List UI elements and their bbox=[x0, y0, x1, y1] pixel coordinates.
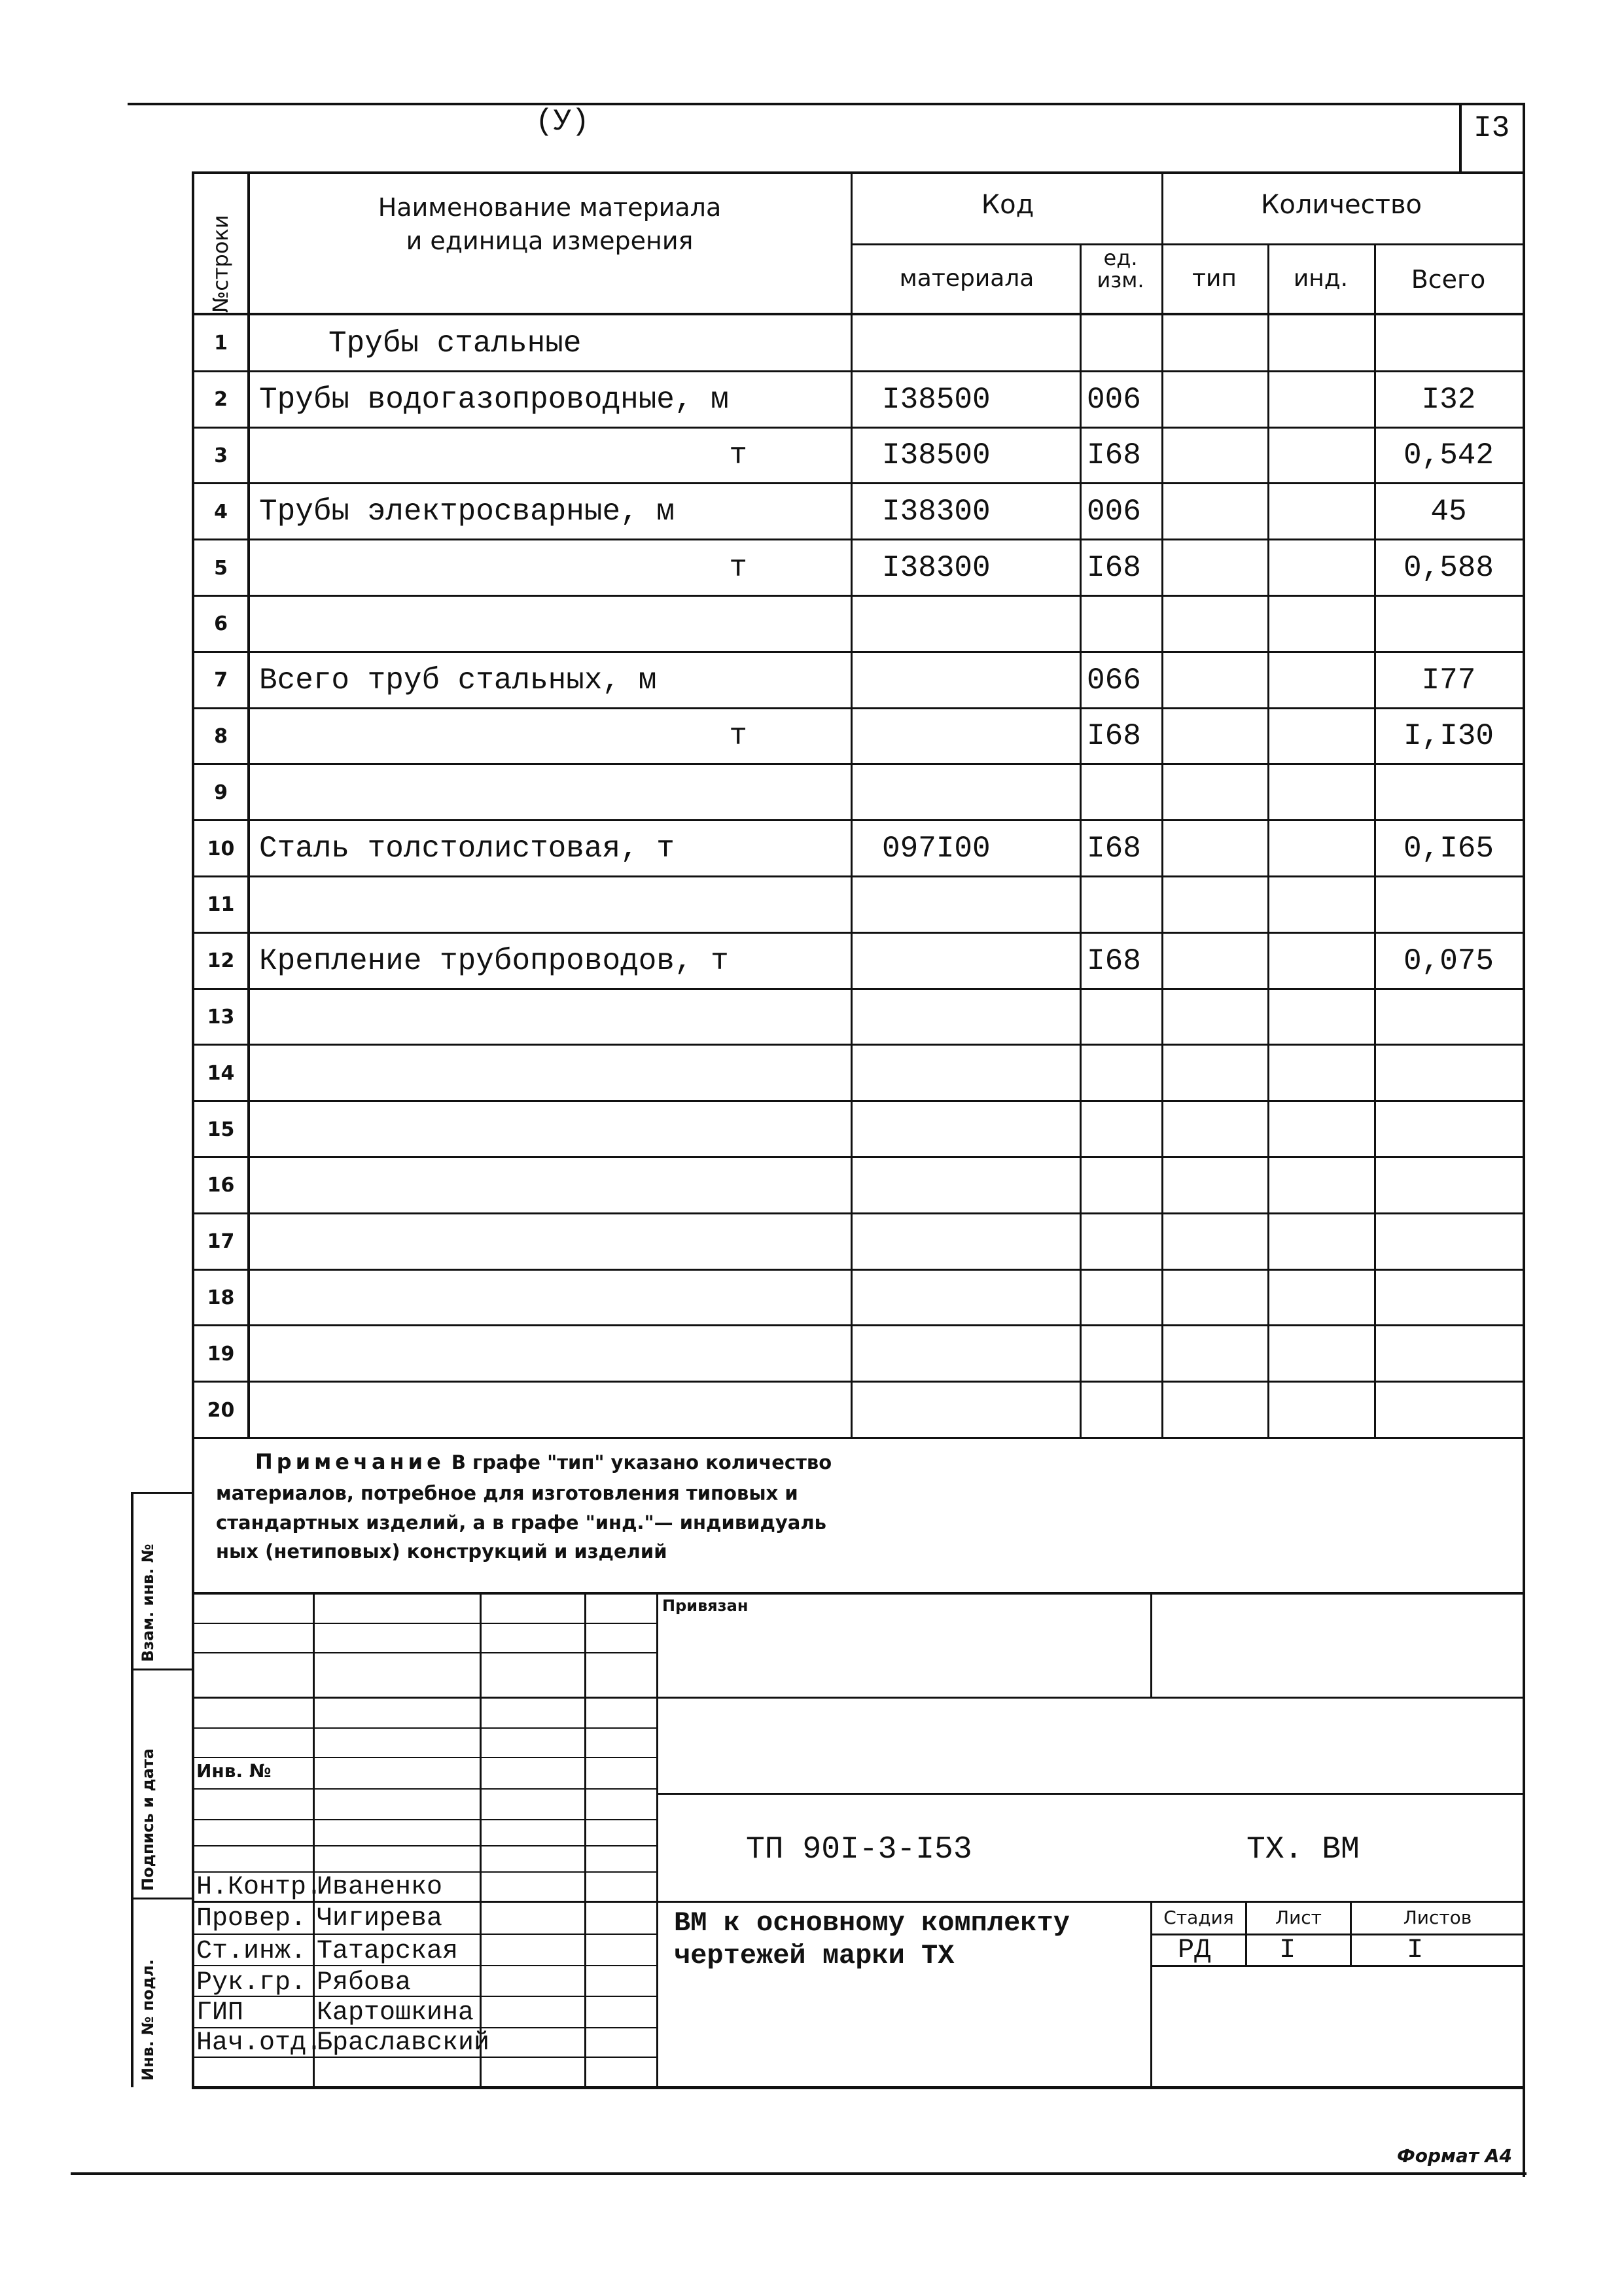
row-qty-total bbox=[1376, 1214, 1521, 1270]
row-qty-ind bbox=[1269, 1270, 1374, 1326]
row-material-code bbox=[853, 1101, 1109, 1157]
side-stamp-top-rule bbox=[131, 1492, 194, 1494]
row-material-name: Всего труб стальных, м bbox=[259, 663, 657, 698]
row-qty-ind bbox=[1269, 540, 1374, 596]
row-qty-ind bbox=[1269, 1382, 1374, 1438]
row-qty-ind bbox=[1269, 1214, 1374, 1270]
signer-role: Ст.инж. bbox=[196, 1937, 307, 1966]
row-material-code bbox=[853, 1326, 1109, 1382]
row-number: 7 bbox=[214, 669, 228, 692]
row-unit-code bbox=[1082, 1326, 1167, 1382]
row-number: 11 bbox=[207, 893, 235, 917]
row-material-code bbox=[853, 315, 1109, 372]
row-qty-ind bbox=[1269, 428, 1374, 484]
side-stamp-rule-2 bbox=[131, 1669, 194, 1670]
row-qty-type bbox=[1163, 1326, 1267, 1382]
row-material-name bbox=[256, 1326, 848, 1382]
titleblock-bottom-rule bbox=[192, 2086, 1525, 2089]
row-unit-code bbox=[1082, 1157, 1167, 1214]
project-code: ТП 90I-3-I53 bbox=[746, 1832, 972, 1867]
side-stamp-podpis: Подпись и дата bbox=[139, 1748, 157, 1891]
row-unit-code bbox=[1082, 1045, 1167, 1101]
format-label: Формат А4 bbox=[1397, 2145, 1512, 2166]
row-material-code: I38500 bbox=[882, 438, 991, 473]
row-qty-total: 45 bbox=[1430, 495, 1467, 529]
row-material-name: Трубы стальные bbox=[328, 326, 582, 361]
row-material-name: т bbox=[729, 719, 747, 754]
row-number: 3 bbox=[214, 444, 228, 467]
row-material-code: I38300 bbox=[882, 495, 991, 529]
row-unit-code: I68 bbox=[1087, 551, 1141, 586]
row-material-code: I38300 bbox=[882, 551, 991, 586]
tb-hline-project-top bbox=[656, 1793, 1525, 1795]
row-qty-type bbox=[1163, 1157, 1267, 1214]
row-qty-total: 0,075 bbox=[1403, 944, 1494, 978]
tb-vline-2 bbox=[480, 1592, 482, 2088]
row-unit-code: 006 bbox=[1087, 495, 1141, 529]
row-qty-total: 0,588 bbox=[1403, 551, 1494, 586]
row-qty-ind bbox=[1269, 877, 1374, 933]
sheet-number-divider bbox=[1459, 103, 1462, 171]
side-stamp-inv-podl: Инв. № подл. bbox=[139, 1959, 157, 2081]
row-unit-code: 066 bbox=[1087, 663, 1141, 698]
row-material-name bbox=[256, 989, 848, 1046]
row-material-name: т bbox=[729, 438, 747, 473]
tb-vline-1 bbox=[313, 1592, 315, 2088]
row-number: 8 bbox=[214, 724, 228, 748]
col-header-qty-total: Всего bbox=[1411, 265, 1486, 294]
signer-name: Рябова bbox=[317, 1968, 412, 1998]
row-qty-type bbox=[1163, 989, 1267, 1046]
row-qty-ind bbox=[1269, 989, 1374, 1046]
row-qty-ind bbox=[1269, 933, 1374, 989]
signer-role: Провер. bbox=[196, 1904, 307, 1934]
row-number: 14 bbox=[207, 1061, 235, 1085]
row-qty-ind bbox=[1269, 1326, 1374, 1382]
col-header-qty-type: тип bbox=[1192, 265, 1237, 292]
row-material-code bbox=[853, 1157, 1109, 1214]
table-top-rule bbox=[192, 171, 1525, 174]
row-qty-type bbox=[1163, 1214, 1267, 1270]
sheet-header: Лист bbox=[1275, 1907, 1322, 1928]
row-number: 10 bbox=[207, 837, 235, 860]
row-qty-type bbox=[1163, 315, 1267, 372]
note-block bbox=[216, 1446, 1263, 1566]
note-line-3: стандартных изделий, а в графе "инд."— индивидуаль bbox=[216, 1511, 826, 1534]
row-material-name: Сталь толстолистовая, т bbox=[259, 832, 675, 866]
row-qty-type bbox=[1163, 933, 1267, 989]
row-qty-type bbox=[1163, 540, 1267, 596]
side-stamp-left-rule bbox=[131, 1492, 133, 2087]
note-heading: Примечание bbox=[255, 1449, 445, 1474]
side-stamp-vzam: Взам. инв. № bbox=[139, 1544, 157, 1662]
row-number: 9 bbox=[214, 781, 228, 804]
header-sub-rule bbox=[851, 243, 1523, 245]
top-rule bbox=[128, 103, 1525, 105]
inv-no-label: Инв. № bbox=[196, 1760, 272, 1782]
row-qty-ind bbox=[1269, 1101, 1374, 1157]
signer-role: Рук.гр. bbox=[196, 1968, 307, 1998]
col-header-name-line1: Наименование материала bbox=[378, 193, 722, 222]
project-mark: ТХ. ВМ bbox=[1246, 1832, 1360, 1867]
bottom-rule bbox=[71, 2172, 1527, 2175]
note-line-2: материалов, потребное для изготовления типовых и bbox=[216, 1481, 798, 1504]
doc-title-line2: чертежей марки ТХ bbox=[674, 1940, 955, 1971]
row-qty-ind bbox=[1269, 372, 1374, 428]
row-qty-type bbox=[1163, 821, 1267, 877]
row-material-code bbox=[853, 652, 1109, 709]
row-number: 13 bbox=[207, 1005, 235, 1029]
row-qty-ind bbox=[1269, 484, 1374, 540]
row-material-name bbox=[256, 596, 848, 652]
side-stamp-rule-3 bbox=[131, 1898, 194, 1899]
row-unit-code: I68 bbox=[1087, 944, 1141, 978]
row-unit-code bbox=[1082, 1101, 1167, 1157]
row-material-code: I38500 bbox=[882, 382, 991, 417]
row-qty-total bbox=[1376, 1270, 1521, 1326]
col-header-code-unit: ед. изм. bbox=[1097, 245, 1144, 292]
col-header-name bbox=[249, 191, 851, 258]
signer-role: Нач.отд. bbox=[196, 2028, 323, 2058]
note-line-1 bbox=[216, 1446, 1263, 1479]
row-unit-code bbox=[1082, 1270, 1167, 1326]
row-qty-total bbox=[1376, 1157, 1521, 1214]
row-unit-code bbox=[1082, 989, 1167, 1046]
row-material-name bbox=[256, 1101, 848, 1157]
row-unit-code: I68 bbox=[1087, 438, 1141, 473]
row-qty-total: I,I30 bbox=[1403, 719, 1494, 754]
row-qty-ind bbox=[1269, 652, 1374, 709]
sheets-header: Листов bbox=[1403, 1907, 1472, 1928]
row-qty-type bbox=[1163, 764, 1267, 821]
row-material-name bbox=[256, 1157, 848, 1214]
row-qty-ind bbox=[1269, 1045, 1374, 1101]
signer-role: ГИП bbox=[196, 1998, 244, 2028]
row-unit-code: I68 bbox=[1087, 719, 1141, 754]
row-material-code bbox=[853, 1214, 1109, 1270]
row-material-code bbox=[853, 989, 1109, 1046]
stage-header: Стадия bbox=[1163, 1907, 1234, 1928]
row-qty-total bbox=[1376, 989, 1521, 1046]
row-material-name bbox=[256, 1214, 848, 1270]
row-qty-type bbox=[1163, 877, 1267, 933]
row-material-code bbox=[853, 933, 1109, 989]
sheet-value: I bbox=[1279, 1934, 1296, 1966]
row-qty-type bbox=[1163, 484, 1267, 540]
tb-hline-k bbox=[192, 1934, 656, 1935]
row-number: 1 bbox=[214, 332, 228, 355]
row-material-name: Крепление трубопроводов, т bbox=[259, 944, 729, 978]
row-qty-type bbox=[1163, 1045, 1267, 1101]
tb-hline-a bbox=[192, 1623, 656, 1624]
row-number: 2 bbox=[214, 388, 228, 412]
row-number: 15 bbox=[207, 1118, 235, 1141]
row-material-code: 097I00 bbox=[882, 832, 991, 866]
row-qty-type bbox=[1163, 1270, 1267, 1326]
row-unit-code bbox=[1082, 596, 1167, 652]
row-material-name bbox=[256, 1045, 848, 1101]
row-qty-type bbox=[1163, 372, 1267, 428]
row-qty-type bbox=[1163, 652, 1267, 709]
row-material-name: Трубы электросварные, м bbox=[259, 495, 675, 529]
row-material-name bbox=[256, 1382, 848, 1438]
row-qty-total bbox=[1376, 1045, 1521, 1101]
tb-hline-e bbox=[192, 1757, 656, 1758]
row-number: 19 bbox=[207, 1342, 235, 1366]
row-qty-total bbox=[1376, 764, 1521, 821]
row-number: 4 bbox=[214, 500, 228, 523]
row-material-code bbox=[853, 1382, 1109, 1438]
row-number: 17 bbox=[207, 1230, 235, 1254]
row-qty-total bbox=[1376, 877, 1521, 933]
row-qty-ind bbox=[1269, 596, 1374, 652]
signer-name: Иваненко bbox=[317, 1873, 443, 1902]
signer-name: Браславский bbox=[317, 2028, 490, 2058]
row-qty-total bbox=[1376, 1382, 1521, 1438]
row-qty-total: I77 bbox=[1421, 663, 1476, 698]
sheets-value: I bbox=[1407, 1934, 1424, 1966]
row-qty-total bbox=[1376, 1326, 1521, 1382]
row-material-name bbox=[256, 877, 848, 933]
tb-hline-privyazan-bottom bbox=[656, 1697, 1525, 1699]
row-unit-code: I68 bbox=[1087, 832, 1141, 866]
row-qty-type bbox=[1163, 1101, 1267, 1157]
signer-role: Н.Контр. bbox=[196, 1873, 323, 1902]
row-qty-ind bbox=[1269, 1157, 1374, 1214]
row-material-code bbox=[853, 1270, 1109, 1326]
row-unit-code bbox=[1082, 764, 1167, 821]
row-qty-ind bbox=[1269, 315, 1374, 372]
col-line-1 bbox=[247, 171, 250, 1438]
tb-hline-c bbox=[192, 1697, 656, 1699]
col-header-code: Код bbox=[981, 190, 1034, 220]
row-unit-code bbox=[1082, 1382, 1167, 1438]
col-header-qty-ind: инд. bbox=[1293, 265, 1349, 292]
row-number: 5 bbox=[214, 556, 228, 580]
tb-hline-f bbox=[192, 1788, 656, 1790]
row-material-code bbox=[853, 596, 1109, 652]
row-material-code bbox=[853, 709, 1109, 765]
col-header-code-material: материала bbox=[899, 265, 1034, 292]
signer-name: Чигирева bbox=[317, 1904, 443, 1934]
signer-name: Картошкина bbox=[317, 1998, 474, 2028]
note-text-1: В графе "тип" указано количество bbox=[444, 1451, 832, 1474]
frame-right bbox=[1523, 103, 1525, 2177]
row-qty-total bbox=[1376, 315, 1521, 372]
row-material-code bbox=[853, 877, 1109, 933]
row-number: 16 bbox=[207, 1174, 235, 1197]
row-material-name: Трубы водогазопроводные, м bbox=[259, 382, 729, 417]
row-qty-total: 0,542 bbox=[1403, 438, 1494, 473]
row-unit-code bbox=[1082, 315, 1167, 372]
row-qty-ind bbox=[1269, 821, 1374, 877]
privyazan-label: Привязан bbox=[662, 1597, 749, 1615]
row-qty-type bbox=[1163, 1382, 1267, 1438]
tb-vline-4 bbox=[656, 1592, 658, 2088]
tb-vline-title bbox=[1150, 1901, 1152, 2088]
row-number: 12 bbox=[207, 949, 235, 973]
signer-name: Татарская bbox=[317, 1937, 459, 1966]
tb-hline-d bbox=[192, 1727, 656, 1729]
tb-hline-b bbox=[192, 1652, 656, 1653]
row-qty-type bbox=[1163, 428, 1267, 484]
row-unit-code bbox=[1082, 877, 1167, 933]
stage-value: РД bbox=[1178, 1934, 1211, 1966]
row-number: 6 bbox=[214, 612, 228, 636]
row-qty-ind bbox=[1269, 709, 1374, 765]
tb-hline-g bbox=[192, 1819, 656, 1820]
col-header-name-line2: и единица измерения bbox=[406, 226, 694, 256]
row-material-name: т bbox=[729, 551, 747, 586]
row-number: 18 bbox=[207, 1286, 235, 1309]
code-mark: (У) bbox=[535, 105, 590, 139]
row-qty-type bbox=[1163, 596, 1267, 652]
doc-title-line1: ВМ к основному комплекту bbox=[674, 1907, 1070, 1939]
row-material-name bbox=[256, 764, 848, 821]
row-material-name bbox=[256, 1270, 848, 1326]
row-unit-code: 006 bbox=[1087, 382, 1141, 417]
tb-hline-h bbox=[192, 1845, 656, 1846]
row-number: 20 bbox=[207, 1398, 235, 1422]
row-qty-total: 0,I65 bbox=[1403, 832, 1494, 866]
row-qty-ind bbox=[1269, 764, 1374, 821]
titleblock-top-rule bbox=[192, 1592, 1525, 1595]
note-line-4: ных (нетиповых) конструкций и изделий bbox=[216, 1540, 667, 1563]
tb-vline-3 bbox=[584, 1592, 586, 2088]
col-header-quantity: Количество bbox=[1260, 190, 1422, 220]
row-unit-code bbox=[1082, 1214, 1167, 1270]
row-material-code bbox=[853, 1045, 1109, 1101]
row-qty-type bbox=[1163, 709, 1267, 765]
tb-vline-privyazan bbox=[1150, 1592, 1152, 1697]
row-qty-total: I32 bbox=[1421, 382, 1476, 417]
row-qty-total bbox=[1376, 1101, 1521, 1157]
row-qty-total bbox=[1376, 596, 1521, 652]
row-material-code bbox=[853, 764, 1109, 821]
col-header-row-no: №строки bbox=[208, 215, 233, 313]
sheet-number: I3 bbox=[1474, 111, 1510, 145]
